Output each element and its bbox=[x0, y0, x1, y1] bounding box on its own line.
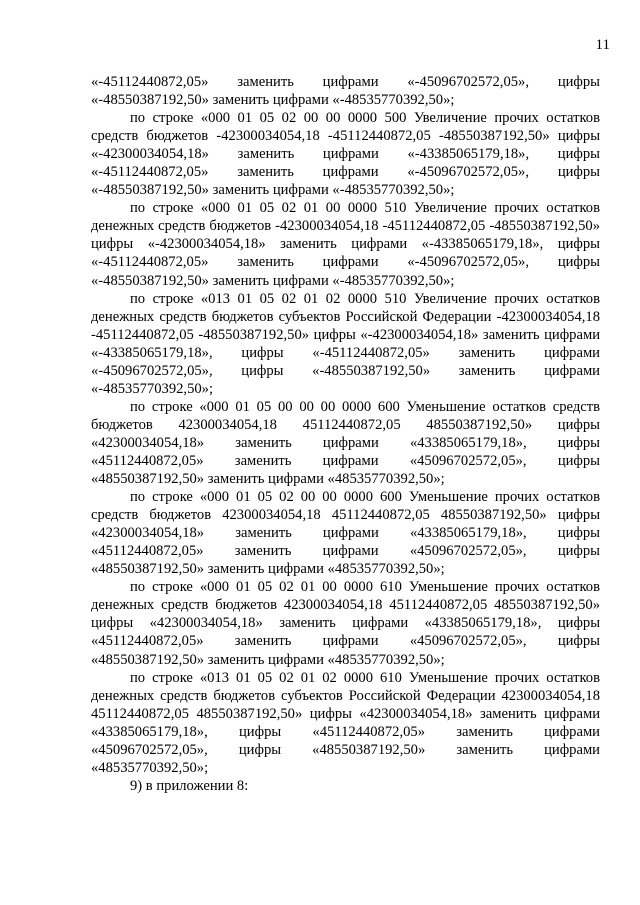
paragraph-section-heading: 9) в приложении 8: bbox=[130, 777, 249, 794]
paragraph-amendment: по строке «000 01 05 02 00 00 0000 600 Уменьшение прочих остатков средств бюджетов 42300034054,18 45112440872,05 48550387192,50» цифры «42300034054,18» заменить цифрами «43385065179,18», цифры «45112440872,05» заменить цифрами «45096702572,05», цифры «48550387192,50» заменить цифрами «48535770392,50»; bbox=[91, 489, 600, 578]
paragraph-amendment: по строке «000 01 05 02 00 00 0000 500 Увеличение прочих остатков средств бюджетов -42300034054,18 -45112440872,05 -48550387192,50» цифры «-42300034054,18» заменить цифрами «-43385065179,18», цифры «-45112440872,05» заменить цифрами «-45096702572,05», цифры «-48550387192,50» заменить цифрами «-48535770392,50»; bbox=[91, 110, 600, 199]
page-number: 11 bbox=[595, 37, 610, 53]
paragraph-amendment: по строке «013 01 05 02 01 02 0000 510 Увеличение прочих остатков денежных средств бюджетов субъектов Российской Федерации -42300034054,18 -45112440872,05 -48550387192,50» цифры «-42300034054,18» заменить цифрами «-43385065179,18», цифры «-45112440872,05» заменить цифрами «-45096702572,05», цифры «-48550387192,50» заменить цифрами «-48535770392,50»; bbox=[91, 290, 600, 397]
paragraph-amendment: по строке «013 01 05 02 01 02 0000 610 Уменьшение прочих остатков денежных средств бюджетов субъектов Российской Федерации 42300034054,18 45112440872,05 48550387192,50» цифры «42300034054,18» заменить цифрами «43385065179,18», цифры «45112440872,05» заменить цифрами «45096702572,05», цифры «48550387192,50» заменить цифрами «48535770392,50»; bbox=[91, 669, 600, 776]
paragraph-amendment: по строке «000 01 05 00 00 00 0000 600 Уменьшение остатков средств бюджетов 42300034054,18 45112440872,05 48550387192,50» цифры «42300034054,18» заменить цифрами «43385065179,18», цифры «45112440872,05» заменить цифрами «45096702572,05», цифры «48550387192,50» заменить цифрами «48535770392,50»; bbox=[91, 398, 600, 488]
paragraph-amendment: по строке «000 01 05 02 01 00 0000 510 Увеличение прочих остатков денежных средств бюджетов -42300034054,18 -45112440872,05 -48550387192,50» цифры «-42300034054,18» заменить цифрами «-43385065179,18», цифры «-45112440872,05» заменить цифрами «-45096702572,05», цифры «-48550387192,50» заменить цифрами «-48535770392,50»; bbox=[91, 200, 600, 289]
paragraph-amendment: по строке «000 01 05 02 01 00 0000 610 Уменьшение прочих остатков денежных средств бюджетов 42300034054,18 45112440872,05 48550387192,50» цифры «42300034054,18» заменить цифрами «43385065179,18», цифры «45112440872,05» заменить цифрами «45096702572,05», цифры «48550387192,50» заменить цифрами «48535770392,50»; bbox=[91, 579, 600, 668]
document-body bbox=[91, 73, 600, 795]
paragraph-continuation: «-45112440872,05» заменить цифрами «-45096702572,05», цифры «-48550387192,50» заменить цифрами «-48535770392,50»; bbox=[91, 74, 600, 109]
